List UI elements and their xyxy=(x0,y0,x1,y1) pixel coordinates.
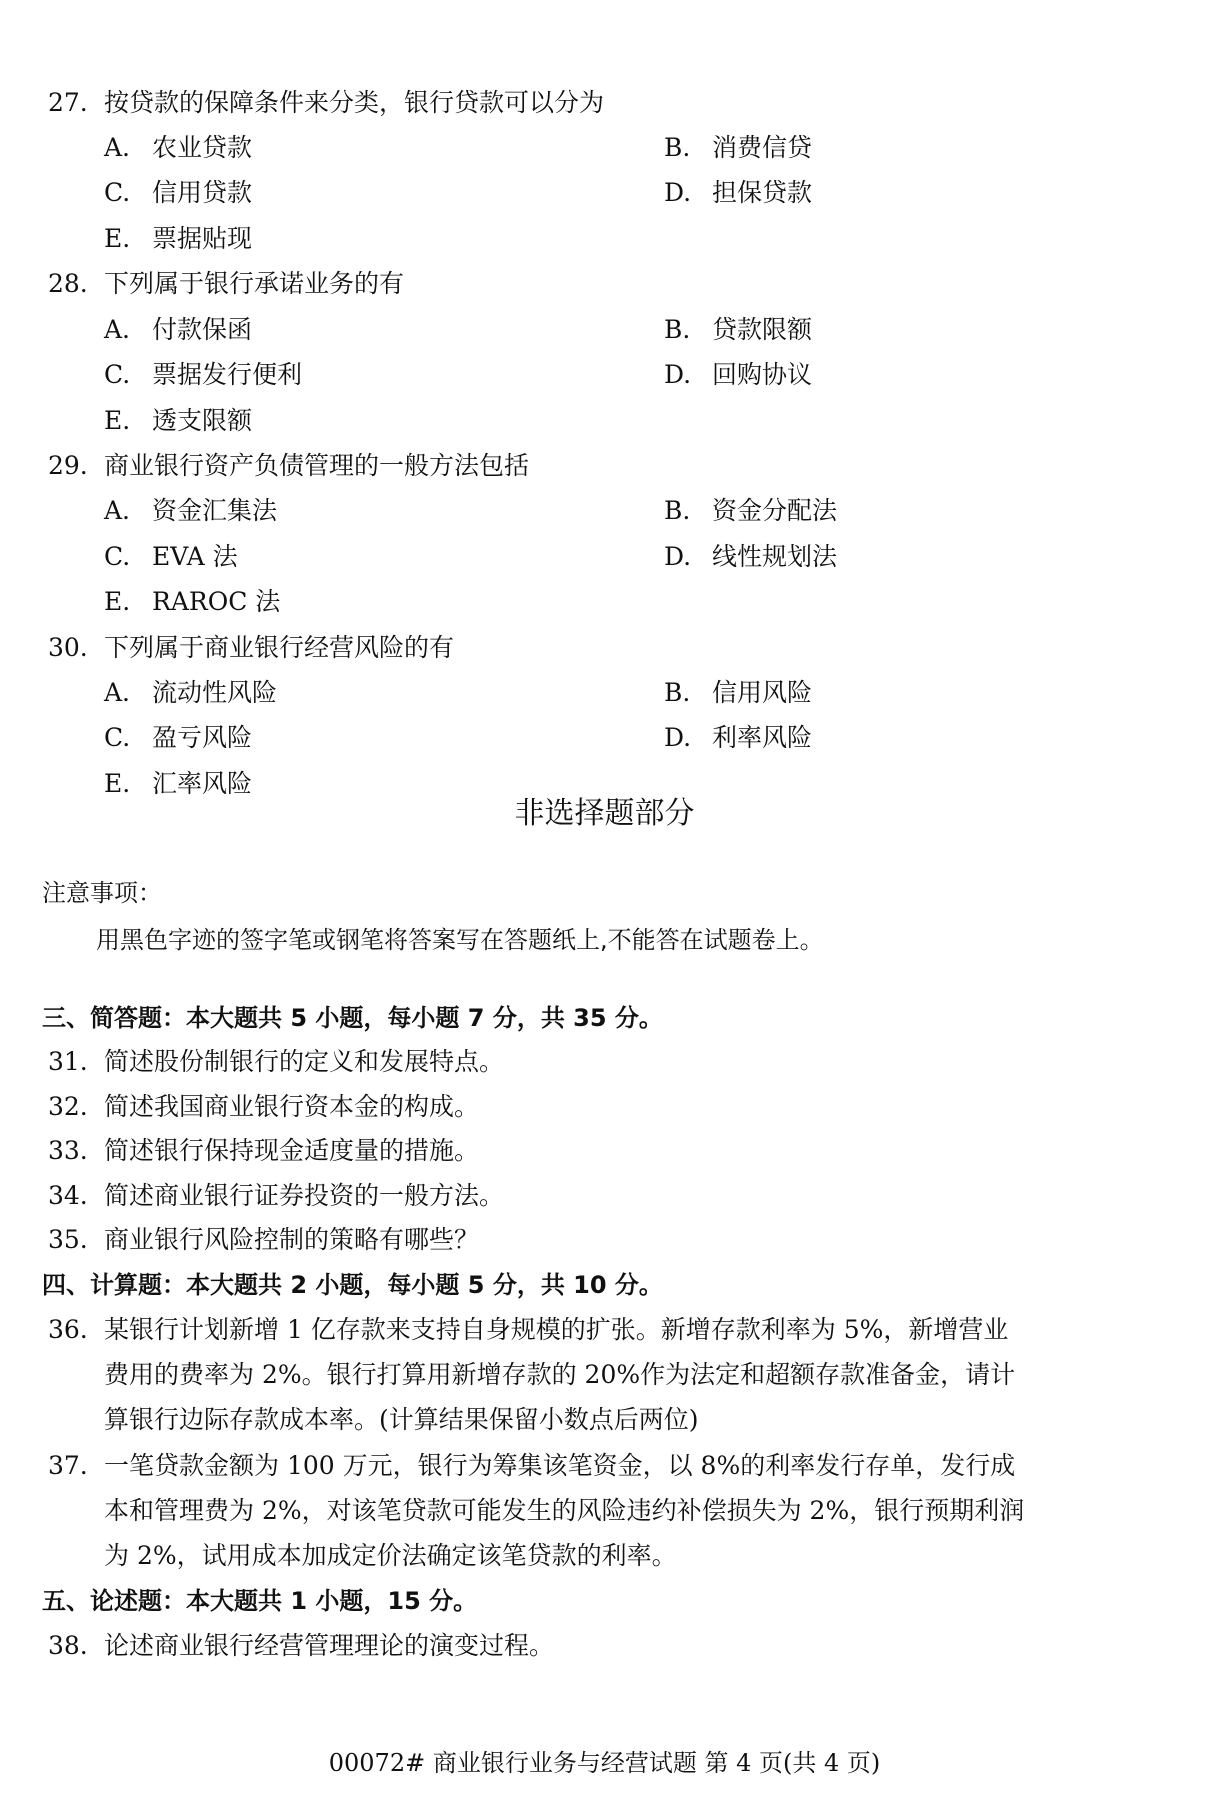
question-number: 31. xyxy=(48,1047,88,1076)
question-number: 29. xyxy=(48,451,88,480)
option-b xyxy=(664,314,812,346)
question-stem: 论述商业银行经营管理理论的演变过程。 xyxy=(104,1631,555,1660)
option-text: 农业贷款 xyxy=(152,133,253,162)
option-d xyxy=(664,722,812,754)
option-letter: D. xyxy=(664,360,692,389)
question-34 xyxy=(48,1180,504,1212)
question-number: 32. xyxy=(48,1092,88,1121)
notice-label: 注意事项： xyxy=(42,879,162,907)
option-b xyxy=(664,677,812,709)
option-d xyxy=(664,541,837,573)
option-b xyxy=(664,132,812,164)
question-36 xyxy=(48,1314,1008,1346)
part-title: 非选择题部分 xyxy=(514,796,695,831)
option-text: 资金汇集法 xyxy=(152,496,278,525)
question-35 xyxy=(48,1224,479,1256)
option-text: 票据贴现 xyxy=(152,224,253,253)
question-number: 28. xyxy=(48,269,88,298)
question-number: 37. xyxy=(48,1451,88,1480)
option-a xyxy=(104,132,252,164)
option-text: 贷款限额 xyxy=(712,315,813,344)
option-a xyxy=(104,677,277,709)
question-29 xyxy=(48,450,529,482)
option-c xyxy=(104,541,238,573)
option-letter: C. xyxy=(104,723,131,752)
option-letter: E. xyxy=(104,769,131,798)
question-stem: 某银行计划新增 1 亿存款来支持自身规模的扩张。新增存款利率为 5%，新增营业 xyxy=(104,1315,1009,1344)
option-d xyxy=(664,359,812,391)
question-30 xyxy=(48,632,454,664)
question-stem: 简述我国商业银行资本金的构成。 xyxy=(104,1092,480,1121)
option-letter: C. xyxy=(104,542,131,571)
option-letter: D. xyxy=(664,542,692,571)
question-stem: 下列属于商业银行经营风险的有 xyxy=(104,633,455,662)
option-text: RAROC 法 xyxy=(152,587,281,616)
question-stem: 简述银行保持现金适度量的措施。 xyxy=(104,1136,480,1165)
question-38 xyxy=(48,1630,554,1662)
option-a xyxy=(104,314,252,346)
question-number: 30. xyxy=(48,633,88,662)
option-text: EVA 法 xyxy=(152,542,238,571)
question-36-line-2: 费用的费率为 2%。银行打算用新增存款的 20%作为法定和超额存款准备金，请计 xyxy=(104,1360,1016,1389)
option-text: 信用风险 xyxy=(712,678,813,707)
option-text: 汇率风险 xyxy=(152,769,253,798)
section-heading-short-answer: 三、简答题：本大题共 5 小题，每小题 7 分，共 35 分。 xyxy=(42,1004,663,1032)
option-text: 资金分配法 xyxy=(712,496,838,525)
option-letter: C. xyxy=(104,360,131,389)
option-c xyxy=(104,177,252,209)
option-letter: E. xyxy=(104,224,131,253)
question-stem: 商业银行风险控制的策略有哪些？ xyxy=(104,1225,480,1254)
option-letter: D. xyxy=(664,178,692,207)
question-31 xyxy=(48,1046,504,1078)
question-28 xyxy=(48,268,404,300)
option-e xyxy=(104,768,252,800)
option-e xyxy=(104,405,252,437)
question-stem: 下列属于银行承诺业务的有 xyxy=(104,269,405,298)
question-36-line-3: 算银行边际存款成本率。(计算结果保留小数点后两位) xyxy=(104,1405,699,1434)
option-text: 流动性风险 xyxy=(152,678,278,707)
option-text: 信用贷款 xyxy=(152,178,253,207)
option-letter: C. xyxy=(104,178,131,207)
option-text: 线性规划法 xyxy=(712,542,838,571)
question-number: 27. xyxy=(48,88,88,117)
notice-text: 用黑色字迹的签字笔或钢笔将答案写在答题纸上,不能答在试题卷上。 xyxy=(96,926,824,954)
option-a xyxy=(104,495,277,527)
option-letter: E. xyxy=(104,406,131,435)
option-letter: B. xyxy=(664,315,691,344)
question-37 xyxy=(48,1450,1015,1482)
option-e xyxy=(104,586,280,618)
question-number: 33. xyxy=(48,1136,88,1165)
option-letter: B. xyxy=(664,133,691,162)
question-stem: 一笔贷款金额为 100 万元，银行为筹集该笔资金，以 8%的利率发行存单，发行成 xyxy=(104,1451,1016,1480)
option-letter: A. xyxy=(104,133,131,162)
option-letter: B. xyxy=(664,496,691,525)
page-footer: 00072# 商业银行业务与经营试题 第 4 页(共 4 页) xyxy=(328,1749,881,1777)
option-letter: A. xyxy=(104,496,131,525)
option-text: 担保贷款 xyxy=(712,178,813,207)
option-text: 票据发行便利 xyxy=(152,360,303,389)
question-number: 35. xyxy=(48,1225,88,1254)
question-27 xyxy=(48,87,604,119)
option-text: 利率风险 xyxy=(712,723,813,752)
option-e xyxy=(104,223,252,255)
option-letter: A. xyxy=(104,678,131,707)
option-text: 盈亏风险 xyxy=(152,723,253,752)
question-37-line-2: 本和管理费为 2%，对该笔贷款可能发生的风险违约补偿损失为 2%，银行预期利润 xyxy=(104,1496,1025,1525)
option-letter: E. xyxy=(104,587,131,616)
option-text: 回购协议 xyxy=(712,360,813,389)
question-stem: 按贷款的保障条件来分类，银行贷款可以分为 xyxy=(104,88,605,117)
question-32 xyxy=(48,1091,479,1123)
option-c xyxy=(104,359,302,391)
question-stem: 简述商业银行证券投资的一般方法。 xyxy=(104,1181,505,1210)
question-number: 36. xyxy=(48,1315,88,1344)
option-c xyxy=(104,722,252,754)
option-b xyxy=(664,495,837,527)
question-number: 38. xyxy=(48,1631,88,1660)
option-letter: B. xyxy=(664,678,691,707)
question-stem: 简述股份制银行的定义和发展特点。 xyxy=(104,1047,505,1076)
option-letter: D. xyxy=(664,723,692,752)
question-number: 34. xyxy=(48,1181,88,1210)
option-d xyxy=(664,177,812,209)
question-33 xyxy=(48,1135,479,1167)
option-letter: A. xyxy=(104,315,131,344)
option-text: 消费信贷 xyxy=(712,133,813,162)
question-stem: 商业银行资产负债管理的一般方法包括 xyxy=(104,451,530,480)
option-text: 透支限额 xyxy=(152,406,253,435)
section-heading-calculation: 四、计算题：本大题共 2 小题，每小题 5 分，共 10 分。 xyxy=(42,1271,663,1299)
section-heading-essay: 五、论述题：本大题共 1 小题，15 分。 xyxy=(42,1587,478,1615)
question-37-line-3: 为 2%，试用成本加成定价法确定该笔贷款的利率。 xyxy=(104,1541,677,1570)
option-text: 付款保函 xyxy=(152,315,253,344)
